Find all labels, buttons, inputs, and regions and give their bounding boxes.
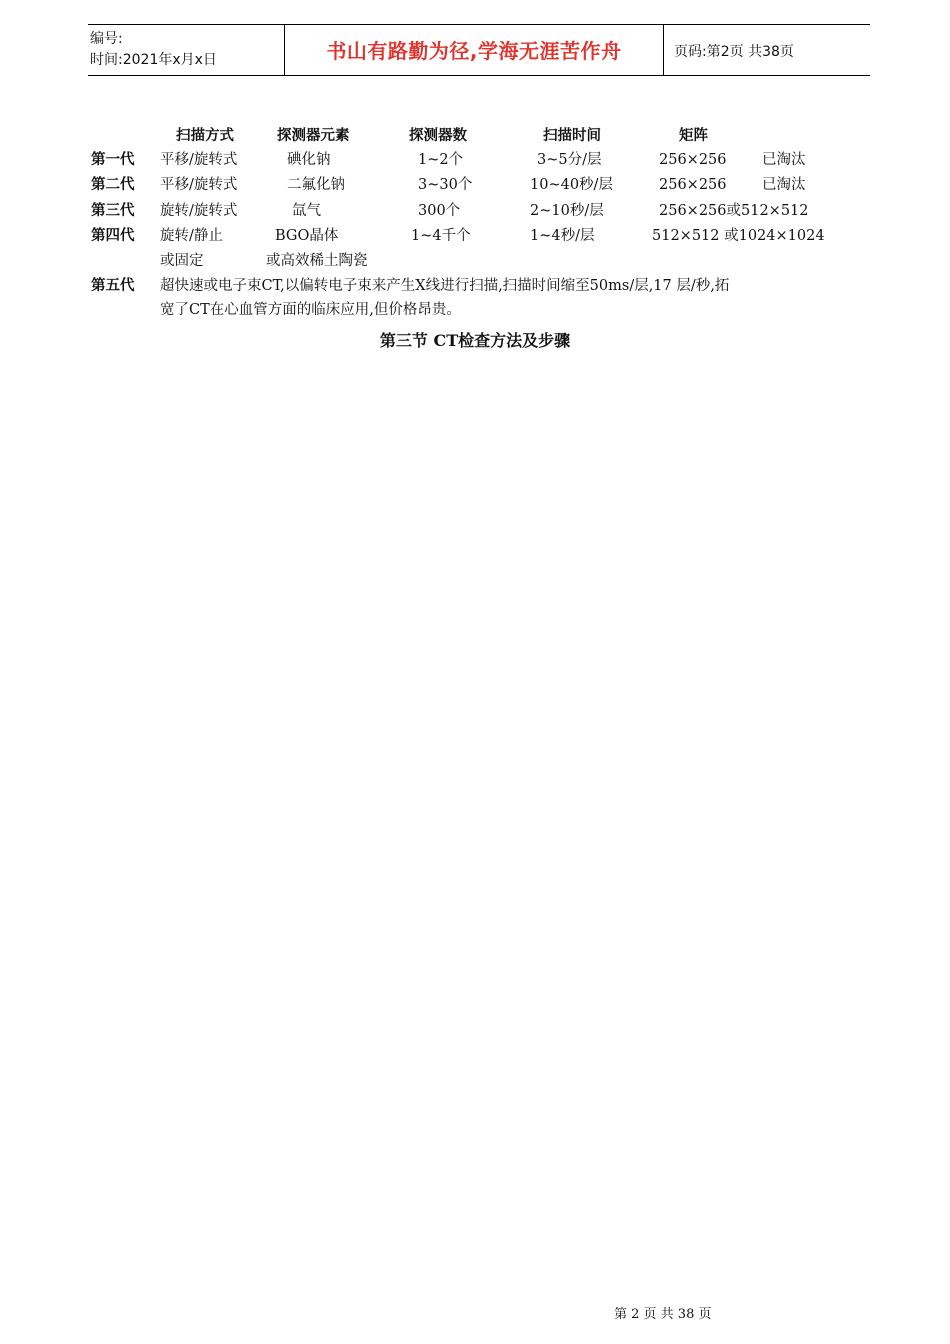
table-cell-matrix: 512×512 或1024×1024 bbox=[652, 228, 825, 244]
section-title: 第三节 CT检查方法及步骤 bbox=[379, 331, 571, 350]
document-number-label: 编号: bbox=[90, 31, 123, 47]
table-cell-mode-continuation: 或固定 bbox=[160, 253, 204, 269]
table-cell-status: 已淘汰 bbox=[762, 152, 806, 168]
table-header-detector-count: 探测器数 bbox=[409, 127, 467, 144]
table-cell-matrix: 256×256 bbox=[659, 152, 727, 168]
fifth-generation-text-line1: 超快速或电子束CT,以偏转电子束来产生X线进行扫描,扫描时间缩至50ms/层,17 层/秒,拓 bbox=[160, 278, 730, 294]
table-cell-mode: 旋转/旋转式 bbox=[160, 203, 238, 219]
table-cell-element: BGO晶体 bbox=[275, 228, 339, 244]
table-cell-count: 1~4千个 bbox=[411, 228, 471, 244]
table-header-detector-element: 探测器元素 bbox=[277, 127, 350, 144]
table-cell-matrix: 256×256 bbox=[659, 177, 727, 193]
table-cell-time: 1~4秒/层 bbox=[530, 228, 595, 244]
table-cell-element: 氙气 bbox=[292, 203, 321, 219]
table-cell-element-continuation: 或高效稀土陶瓷 bbox=[266, 253, 368, 269]
table-header-scan-time: 扫描时间 bbox=[543, 127, 601, 144]
table-row-generation: 第四代 bbox=[91, 227, 135, 244]
fifth-generation-text-line2: 宽了CT在心血管方面的临床应用,但价格昂贵。 bbox=[160, 302, 461, 318]
table-cell-matrix: 256×256或512×512 bbox=[659, 203, 809, 219]
table-cell-count: 300个 bbox=[418, 203, 461, 219]
table-cell-status: 已淘汰 bbox=[762, 177, 806, 193]
table-cell-mode: 平移/旋转式 bbox=[160, 152, 238, 168]
page-footer: 第 2 页 共 38 页 bbox=[614, 1307, 712, 1322]
document-time-label: 时间:2021年x月x日 bbox=[90, 52, 217, 68]
table-cell-time: 3~5分/层 bbox=[537, 152, 602, 168]
table-cell-count: 3~30个 bbox=[418, 177, 473, 193]
table-header-matrix: 矩阵 bbox=[679, 127, 708, 144]
fifth-generation-label: 第五代 bbox=[91, 277, 135, 294]
header-motto: 书山有路勤为径,学海无涯苦作舟 bbox=[326, 39, 622, 63]
table-header-scan-mode: 扫描方式 bbox=[176, 127, 234, 144]
header-page-number: 页码:第2页 共38页 bbox=[674, 44, 794, 60]
header-page-cell bbox=[664, 25, 870, 75]
table-cell-count: 1~2个 bbox=[418, 152, 464, 168]
table-cell-element: 碘化钠 bbox=[287, 152, 331, 168]
table-cell-mode: 旋转/静止 bbox=[160, 228, 223, 244]
table-cell-element: 二氟化钠 bbox=[287, 177, 345, 193]
header-motto-cell bbox=[285, 25, 664, 75]
table-row-generation: 第二代 bbox=[91, 176, 135, 193]
table-row-generation: 第一代 bbox=[91, 151, 135, 168]
table-cell-time: 2~10秒/层 bbox=[530, 203, 604, 219]
page-header bbox=[88, 24, 870, 76]
header-left-cell bbox=[88, 25, 285, 75]
table-cell-mode: 平移/旋转式 bbox=[160, 177, 238, 193]
table-row-generation: 第三代 bbox=[91, 202, 135, 219]
table-cell-time: 10~40秒/层 bbox=[530, 177, 613, 193]
